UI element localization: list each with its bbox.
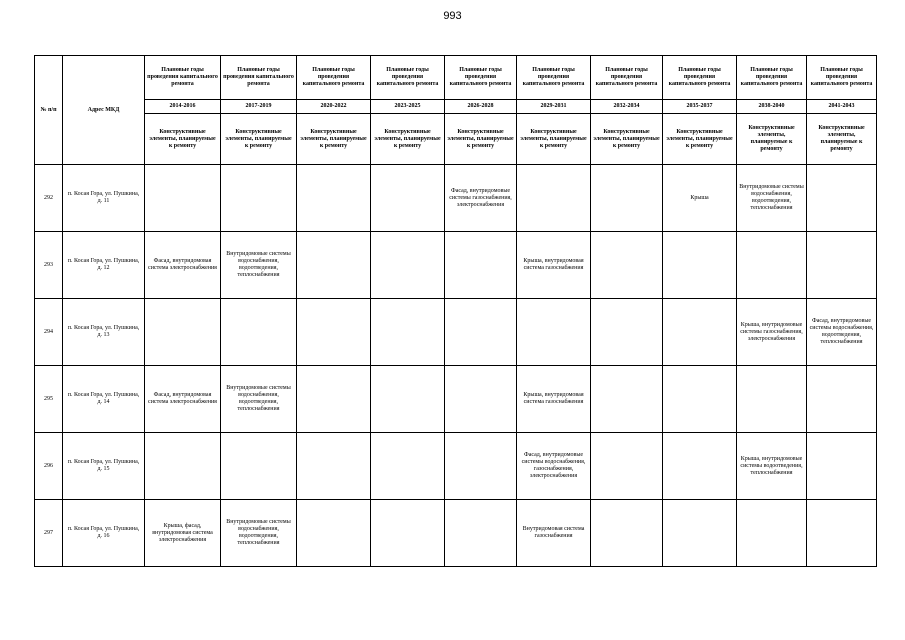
repair-cell (445, 299, 517, 366)
header-row-elements (35, 114, 877, 165)
header-planned-label: Плановые годы проведения капитального ремонта (737, 56, 807, 100)
repair-cell (371, 232, 445, 299)
header-period: 2023-2025 (371, 100, 445, 114)
header-planned-label: Плановые годы проведения капитального ремонта (591, 56, 663, 100)
row-address: п. Косая Гора, ул. Пушкина, д. 15 (63, 433, 145, 500)
repair-cell (221, 433, 297, 500)
repair-cell (371, 433, 445, 500)
repair-cell: Крыша, внутридомовая система газоснабжения (517, 366, 591, 433)
repair-cell (591, 500, 663, 567)
repair-cell (445, 232, 517, 299)
repair-cell: Крыша, фасад, внутридомовая система электроснабжения (145, 500, 221, 567)
repair-cell (297, 500, 371, 567)
repair-cell (145, 433, 221, 500)
table-row (35, 232, 877, 299)
repair-cell: Крыша, внутридомовая система газоснабжения (517, 232, 591, 299)
table-row (35, 500, 877, 567)
repair-cell (221, 165, 297, 232)
table-row (35, 165, 877, 232)
repair-cell: Фасад, внутридомовые системы водоснабжения, водоотведения, теплоснабжения (807, 299, 877, 366)
repair-cell (807, 165, 877, 232)
header-period: 2020-2022 (297, 100, 371, 114)
repair-cell (591, 165, 663, 232)
repair-cell (371, 165, 445, 232)
repair-cell: Внутридомовая система газоснабжения (517, 500, 591, 567)
repair-cell: Крыша, внутридомовые системы водоотведения, теплоснабжения (737, 433, 807, 500)
table-row (35, 366, 877, 433)
repair-cell: Фасад, внутридомовая система электроснабжения (145, 232, 221, 299)
header-planned-label: Плановые годы проведения капитального ремонта (145, 56, 221, 100)
row-number: 297 (35, 500, 63, 567)
repair-cell (591, 366, 663, 433)
repair-cell (517, 165, 591, 232)
header-planned-label: Плановые годы проведения капитального ремонта (663, 56, 737, 100)
row-address: п. Косая Гора, ул. Пушкина, д. 16 (63, 500, 145, 567)
header-elements-label: Конструктивные элементы, планируемые к ремонту (297, 114, 371, 165)
repair-cell (145, 165, 221, 232)
header-planned-label: Плановые годы проведения капитального ремонта (371, 56, 445, 100)
row-address: п. Косая Гора, ул. Пушкина, д. 12 (63, 232, 145, 299)
repair-cell (591, 232, 663, 299)
repair-cell: Внутридомовые системы водоснабжения, водоотведения, теплоснабжения (737, 165, 807, 232)
repair-cell (807, 366, 877, 433)
table-row (35, 433, 877, 500)
repair-cell (663, 433, 737, 500)
repair-cell (297, 299, 371, 366)
repair-cell (297, 165, 371, 232)
repair-cell: Внутридомовые системы водоснабжения, водоотведения, теплоснабжения (221, 366, 297, 433)
row-number: 292 (35, 165, 63, 232)
repair-cell (737, 232, 807, 299)
header-planned-label: Плановые годы проведения капитального ремонта (445, 56, 517, 100)
header-period: 2026-2028 (445, 100, 517, 114)
repair-cell (371, 366, 445, 433)
row-number: 296 (35, 433, 63, 500)
row-number: 293 (35, 232, 63, 299)
header-planned-label: Плановые годы проведения капитального ремонта (517, 56, 591, 100)
repair-cell (663, 232, 737, 299)
repair-cell (145, 299, 221, 366)
repair-cell (663, 500, 737, 567)
header-planned-label: Плановые годы проведения капитального ремонта (221, 56, 297, 100)
header-planned-label: Плановые годы проведения капитального ремонта (807, 56, 877, 100)
repair-cell (737, 500, 807, 567)
repair-cell (591, 433, 663, 500)
row-number: 294 (35, 299, 63, 366)
repair-cell (807, 232, 877, 299)
row-address: п. Косая Гора, ул. Пушкина, д. 13 (63, 299, 145, 366)
repair-cell (807, 500, 877, 567)
repair-cell (663, 366, 737, 433)
row-address: п. Косая Гора, ул. Пушкина, д. 11 (63, 165, 145, 232)
repair-cell (221, 299, 297, 366)
header-elements-label: Конструктивные элементы, планируемые к ремонту (807, 114, 877, 165)
header-row-planned (35, 56, 877, 100)
page-number: 993 (443, 10, 462, 22)
repair-cell (297, 232, 371, 299)
header-elements-label: Конструктивные элементы, планируемые к ремонту (517, 114, 591, 165)
header-period: 2017-2019 (221, 100, 297, 114)
header-elements-label: Конструктивные элементы, планируемые к ремонту (663, 114, 737, 165)
repair-cell: Крыша (663, 165, 737, 232)
repair-cell (737, 366, 807, 433)
header-period: 2035-2037 (663, 100, 737, 114)
header-period: 2032-2034 (591, 100, 663, 114)
header-period: 2014-2016 (145, 100, 221, 114)
header-elements-label: Конструктивные элементы, планируемые к ремонту (371, 114, 445, 165)
repair-cell (591, 299, 663, 366)
repair-cell (663, 299, 737, 366)
repair-cell (517, 299, 591, 366)
repair-cell: Внутридомовые системы водоснабжения, водоотведения, теплоснабжения (221, 232, 297, 299)
repair-cell (445, 500, 517, 567)
repair-cell (371, 299, 445, 366)
header-period: 2041-2043 (807, 100, 877, 114)
header-period: 2038-2040 (737, 100, 807, 114)
repair-cell: Фасад, внутридомовые системы водоснабжения, газоснабжения, электроснабжения (517, 433, 591, 500)
header-elements-label: Конструктивные элементы, планируемые к ремонту (737, 114, 807, 165)
repair-cell (297, 433, 371, 500)
repair-cell (445, 366, 517, 433)
repair-cell (371, 500, 445, 567)
repair-cell: Внутридомовые системы водоснабжения, водоотведения, теплоснабжения (221, 500, 297, 567)
header-period: 2029-2031 (517, 100, 591, 114)
header-elements-label: Конструктивные элементы, планируемые к ремонту (221, 114, 297, 165)
header-num: № п/п (35, 56, 63, 165)
capital-repair-table (34, 55, 877, 567)
header-planned-label: Плановые годы проведения капитального ремонта (297, 56, 371, 100)
header-elements-label: Конструктивные элементы, планируемые к ремонту (445, 114, 517, 165)
header-elements-label: Конструктивные элементы, планируемые к ремонту (145, 114, 221, 165)
row-number: 295 (35, 366, 63, 433)
header-elements-label: Конструктивные элементы, планируемые к ремонту (591, 114, 663, 165)
row-address: п. Косая Гора, ул. Пушкина, д. 14 (63, 366, 145, 433)
repair-cell (445, 433, 517, 500)
repair-cell: Фасад, внутридомовые системы газоснабжения, электроснабжения (445, 165, 517, 232)
header-address: Адрес МКД (63, 56, 145, 165)
repair-cell: Крыша, внутридомовые системы газоснабжения, электроснабжения (737, 299, 807, 366)
repair-cell: Фасад, внутридомовая система электроснабжения (145, 366, 221, 433)
table-row (35, 299, 877, 366)
repair-cell (297, 366, 371, 433)
header-row-periods (35, 100, 877, 114)
repair-cell (807, 433, 877, 500)
